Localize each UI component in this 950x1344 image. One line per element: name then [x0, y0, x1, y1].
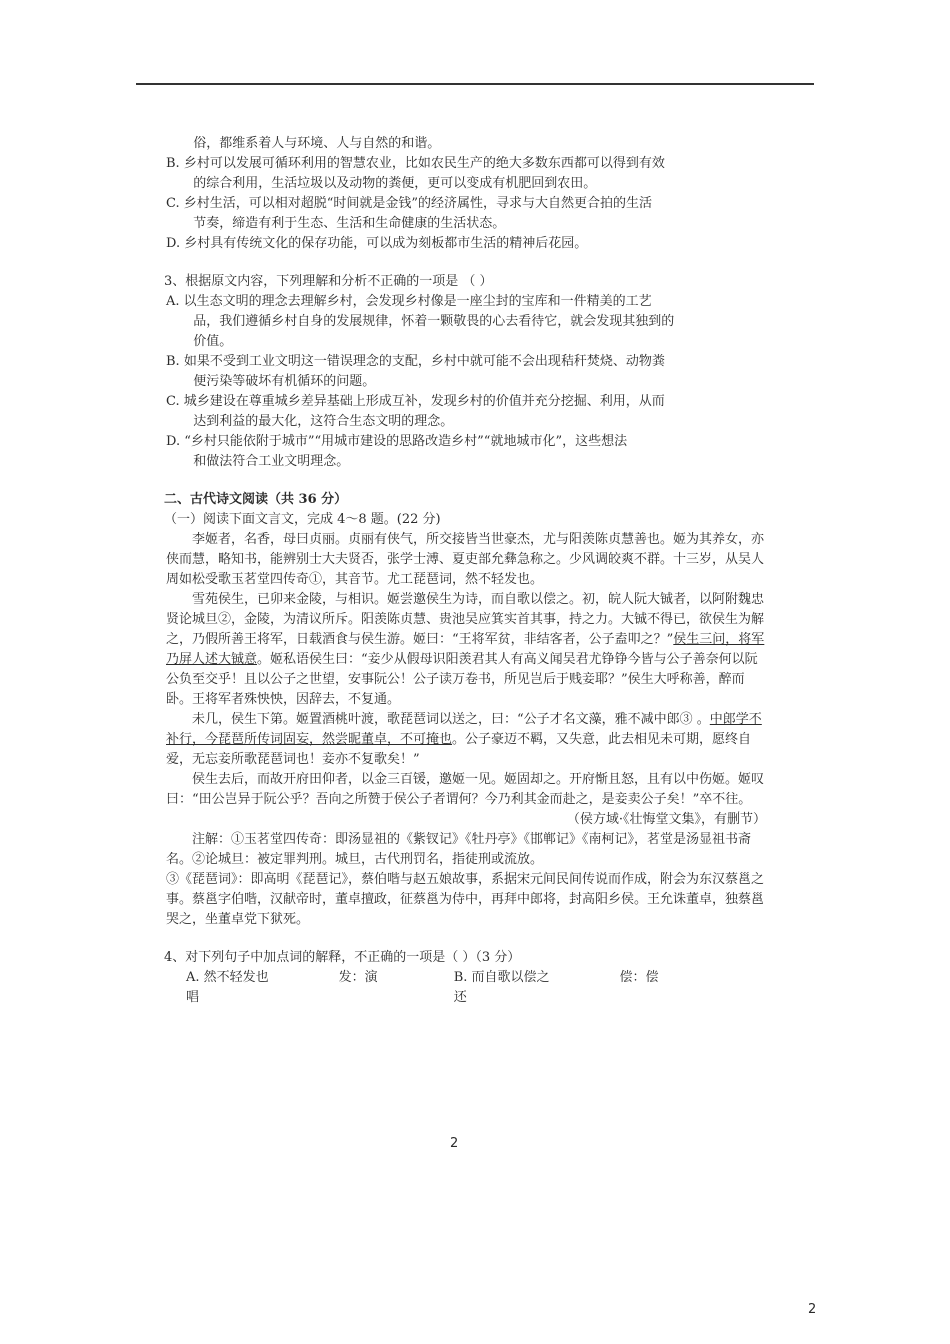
q4-option-b: B. 而自歌以偿之 偿：偿还 — [453, 970, 659, 1005]
passage-paragraph-2: 雪苑侯生，已卯来金陵，与相识。姬尝邀侯生为诗，而自歌以偿之。初，皖人阮大铖者，以阿附魏忠贤论城旦②，金陵，为清议所斥。阳羡陈贞慧、贵池吴应箕实首其事，持之力。大铖不得已，欲侯生为解之，乃假所善王将军，日载酒食与侯生游。姬曰：“王将军贫，非结客者，公子盍叩之？”侯生三问，将军乃屏人述大铖意。姬私语侯生曰：“妾少从假母识阳羡君其人有高义闻吴君尤铮铮今皆与公子善奈何以阮公负至交乎！且以公子之世望，安事阮公！公子读万卷书，所见岂后于贱妾耶？”侯生大呼称善，醉而卧。王将军者殊怏怏，因辞去，不复通。 — [166, 592, 765, 707]
page-number: 2 — [450, 1136, 459, 1151]
q2-option-c: C. 乡村生活，可以相对超脱“时间就是金钱”的经济属性，寻求与大自然更合拍的生活 节奏，缔造有利于生态、生活和生命健康的生活状态。 — [166, 196, 653, 231]
section-subtitle: （一）阅读下面文言文，完成 4～8 题。(22 分) — [164, 512, 441, 527]
spacer — [166, 254, 766, 272]
q2-option-d: D. 乡村具有传统文化的保存功能，可以成为刻板都市生活的精神后花园。 — [166, 236, 588, 251]
underlined-sentence-2: 中郎学不补行，今琵琶所传词固妄，然尝昵董卓，不可掩也 — [166, 712, 762, 747]
section-title: 二、古代诗文阅读（共 36 分） — [164, 492, 348, 507]
passage-paragraph-3: 未几，侯生下第。姬置酒桃叶渡，歌琵琶词以送之，曰：“公子才名文藻，雅不减中郎③ 。中郎学不补行，今琵琶所传词固妄，然尝昵董卓，不可掩也。公子豪迈不羁，又失意，此去相见未可期，愿终自爱，无忘妾所歌琵琶词也！妾亦不复歌矣！” — [166, 712, 762, 767]
document-body — [166, 134, 766, 1008]
q3-stem: 3、根据原文内容，下列理解和分析不正确的一项是 （ ） — [164, 274, 493, 289]
passage-source: （侯方域·《壮悔堂文集》，有删节） — [566, 812, 766, 827]
q3-option-c: C. 城乡建设在尊重城乡差异基础上形成互补，发现乡村的价值并充分挖掘、利用，从而 达到利益的最大化，这符合生态文明的理念。 — [166, 394, 665, 429]
notes-2: ③《琵琶词》：即高明《琵琶记》，蔡伯喈与赵五娘故事，系据宋元间民间传说而作成，附会为东汉蔡邕之事。蔡邕字伯喈，汉献帝时，董卓擅政，征蔡邕为侍中，再拜中郎将，封高阳乡侯。王允诛董卓，独蔡邕哭之，坐董卓党下狱死。 — [166, 872, 765, 927]
q3-option-d: D. “乡村只能依附于城市”“用城市建设的思路改造乡村”“就地城市化”，这些想法 和做法符合工业文明理念。 — [166, 434, 628, 469]
passage-paragraph-4: 侯生去后，而故开府田仰者，以金三百锾，邀姬一见。姬固却之。开府惭且怒，且有以中伤姬。姬叹曰：“田公岂异于阮公乎？吾向之所赞于侯公子者谓何？今乃利其金而赴之，是妾卖公子矣！”卒不往。 — [166, 772, 765, 807]
spacer — [166, 472, 766, 490]
header-rule — [136, 83, 814, 85]
q4-options-row — [166, 968, 766, 1008]
q2-option-a-continued: 俗，都维系着人与环境、人与自然的和谐。 — [193, 136, 441, 151]
q4-stem: 4、对下列句子中加点词的解释，不正确的一项是（ ）（3 分） — [164, 950, 521, 965]
underlined-sentence-1: 侯生三问，将军乃屏人述大铖意 — [166, 632, 765, 667]
q2-option-b: B. 乡村可以发展可循环利用的智慧农业，比如农民生产的绝大多数东西都可以得到有效 的综合利用，生活垃圾以及动物的粪便，更可以变成有机肥回到农田。 — [166, 156, 665, 191]
q3-option-a: A. 以生态文明的理念去理解乡村，会发现乡村像是一座尘封的宝库和一件精美的工艺 品，我们遵循乡村自身的发展规律，怀着一颗敬畏的心去看待它，就会发现其独到的 价值。 — [166, 294, 675, 349]
corner-page-number: 2 — [808, 1302, 817, 1317]
q3-option-b: B. 如果不受到工业文明这一错误理念的支配，乡村中就可能不会出现秸秆焚烧、动物粪 便污染等破坏有机循环的问题。 — [166, 354, 665, 389]
notes-1: 注解：①玉茗堂四传奇：即汤显祖的《紫钗记》《牡丹亭》《邯郸记》《南柯记》，茗堂是汤显祖书斋名。②论城旦：被定罪判刑。城旦，古代刑罚名，指徒刑或流放。 — [166, 832, 752, 867]
q4-option-a: A. 然不轻发也 发：演唱 — [186, 970, 378, 1005]
passage-paragraph-1: 李姬者，名香，母曰贞丽。贞丽有侠气，所交接皆当世豪杰，尤与阳羡陈贞慧善也。姬为其养女，亦侠而慧，略知书，能辨别士大夫贤否，张学士溥、夏吏部允彝急称之。少风调皎爽不群。十三岁，从吴人周如松受歌玉茗堂四传奇①，其音节。尤工琵琶词，然不轻发也。 — [166, 532, 765, 587]
spacer — [166, 930, 766, 948]
